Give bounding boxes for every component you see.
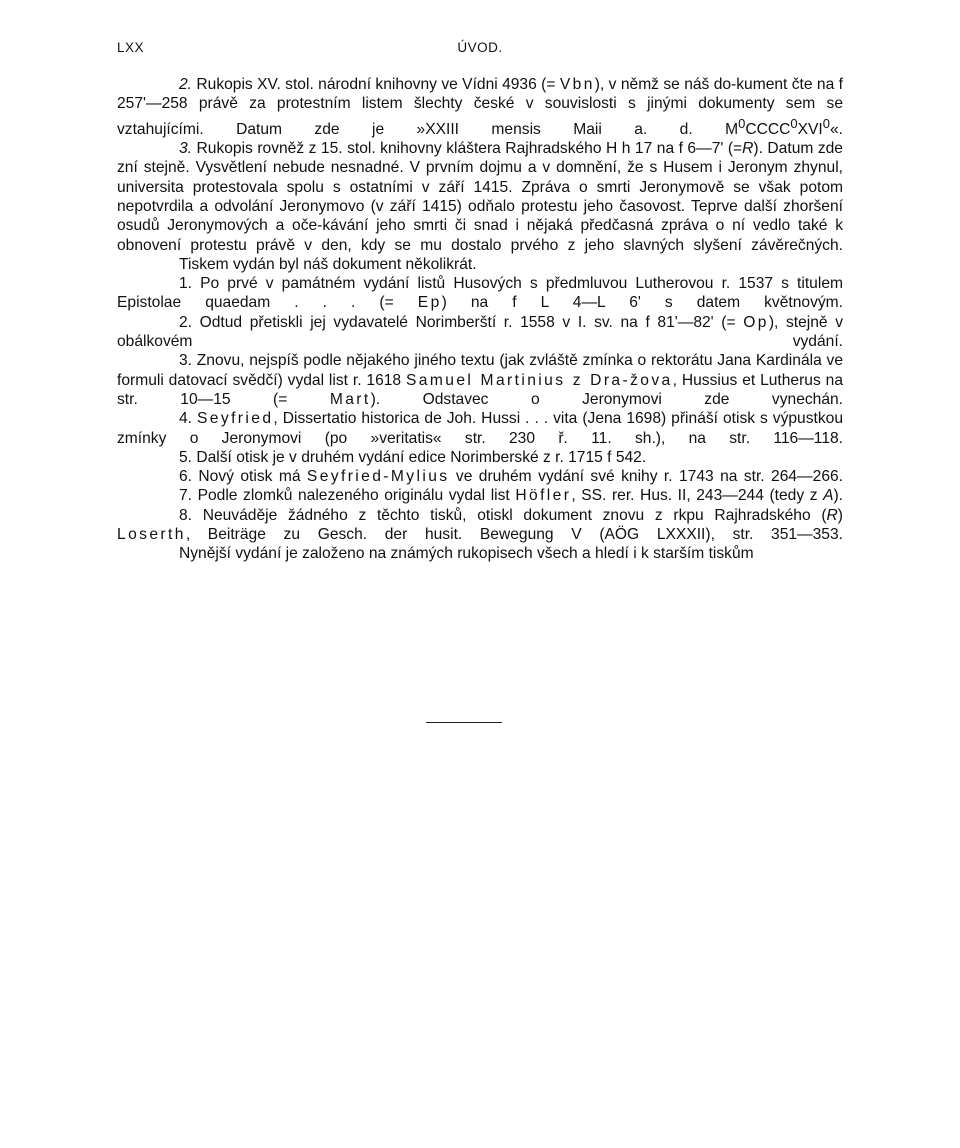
manuscript-number: 2. [179,76,193,93]
document-page [117,40,843,564]
page-header [117,40,843,64]
paragraph-edition-6: 6. Nový otisk má Seyfried-Mylius ve druhém vydání své knihy r. 1743 na str. 264—266. [179,468,844,486]
document-body [117,75,843,564]
paragraph-edition-8: 8. Neuváděje žádného z těchto tisků, otiskl dokument znovu z rkpu Rajhradského (R) Loserth, Beiträge zu Gesch. der husit. Bewegung V (AÖG LXXXII), str. 351—353. [117,506,843,544]
paragraph-edition-4: 4. Seyfried, Dissertatio historica de Joh. Hussi . . . vita (Jena 1698) přináší otisk s výpustkou zmínky o Jeronymovi (po »veritatis« str. 230 ř. 11. sh.), na str. 116—118. [117,410,844,447]
section-divider [426,722,502,723]
paragraph-edition-7: 7. Podle zlomků nalezeného originálu vydal list Höfler, SS. rer. Hus. II, 243—244 (tedy z A). [179,487,843,505]
paragraph-edition-1: 1. Po prvé v památném vydání listů Husových s předmluvou Lutherovou r. 1537 s titulem Epistolae quaedam . . . (= Ep) na f L 4—L 6' s datem květnovým. [117,275,843,312]
running-title: ÚVOD. [457,40,503,55]
siglum-vbn: Vbn [559,76,595,93]
paragraph-edition-2: 2. Odtud přetiskli jej vydavatelé Norimberští r. 1558 v I. sv. na f 81'—82' (= Op), stejně v obálkovém vydání. [117,313,843,351]
paragraph-edition-3: 3. Znovu, nejspíš podle nějakého jiného textu (jak zvláště zmínka o rektorátu Jana Kardinála ve formuli datovací svědčí) vydal list r. 1618 Samuel Martinius z Dra-žova, Hussius et Lutherus na str. 10—15 (= Mart). Odstavec o Jeronymovi zde vynechán. [117,352,844,408]
manuscript-number: 3. [179,140,193,158]
paragraph-print-intro: Tiskem vydán byl náš dokument několikrát. [179,255,477,273]
paragraph-manuscript-rajhrad: 3. Rukopis rovněž z 15. stol. knihovny kláštera Rajhradského H h 17 na f 6—7' (=R). Datum zde zní stejně. Vysvětlení nebude nesnadné. V prvním dojmu a v domnění, že s Husem i Jeronym zhynul, universita protestovala spolu s ostatními v září 1415. Zpráva o smrti Jeronymově se však potom nepotvrdila a odvolání Jeronymovo (v září 1415) odňalo protestu jeho časovost. Teprve další zhoršení osudů Jeronymových a oče-kávání jeho smrti či snad i nějaká předčasná zpráva o ní vedlo také k obnovení protestu právě v den, kdy se mu dostalo prvého z jeho slavných slyšení závěrečných. [117,140,843,254]
page-number: LXX [117,40,145,55]
paragraph-manuscript-vienna: 2. Rukopis XV. stol. národní knihovny ve Vídni 4936 (= Vbn), v němž se náš do-kument čte na f 257'—258 právě za protestním listem šlechty české v souvislosti s jinými dokumenty sem se vztahujícími. Datum zde je »XXIII mensis Maii a. d. $M^0CCCC^0XVI^0«$. [117,76,843,138]
paragraph-edition-5: 5. Další otisk je v druhém vydání edice Norimberské z r. 1715 f 542. [179,448,647,466]
paragraph-closing: Nynější vydání je založeno na známých rukopisech všech a hledí i k starším tiskům [179,545,754,563]
